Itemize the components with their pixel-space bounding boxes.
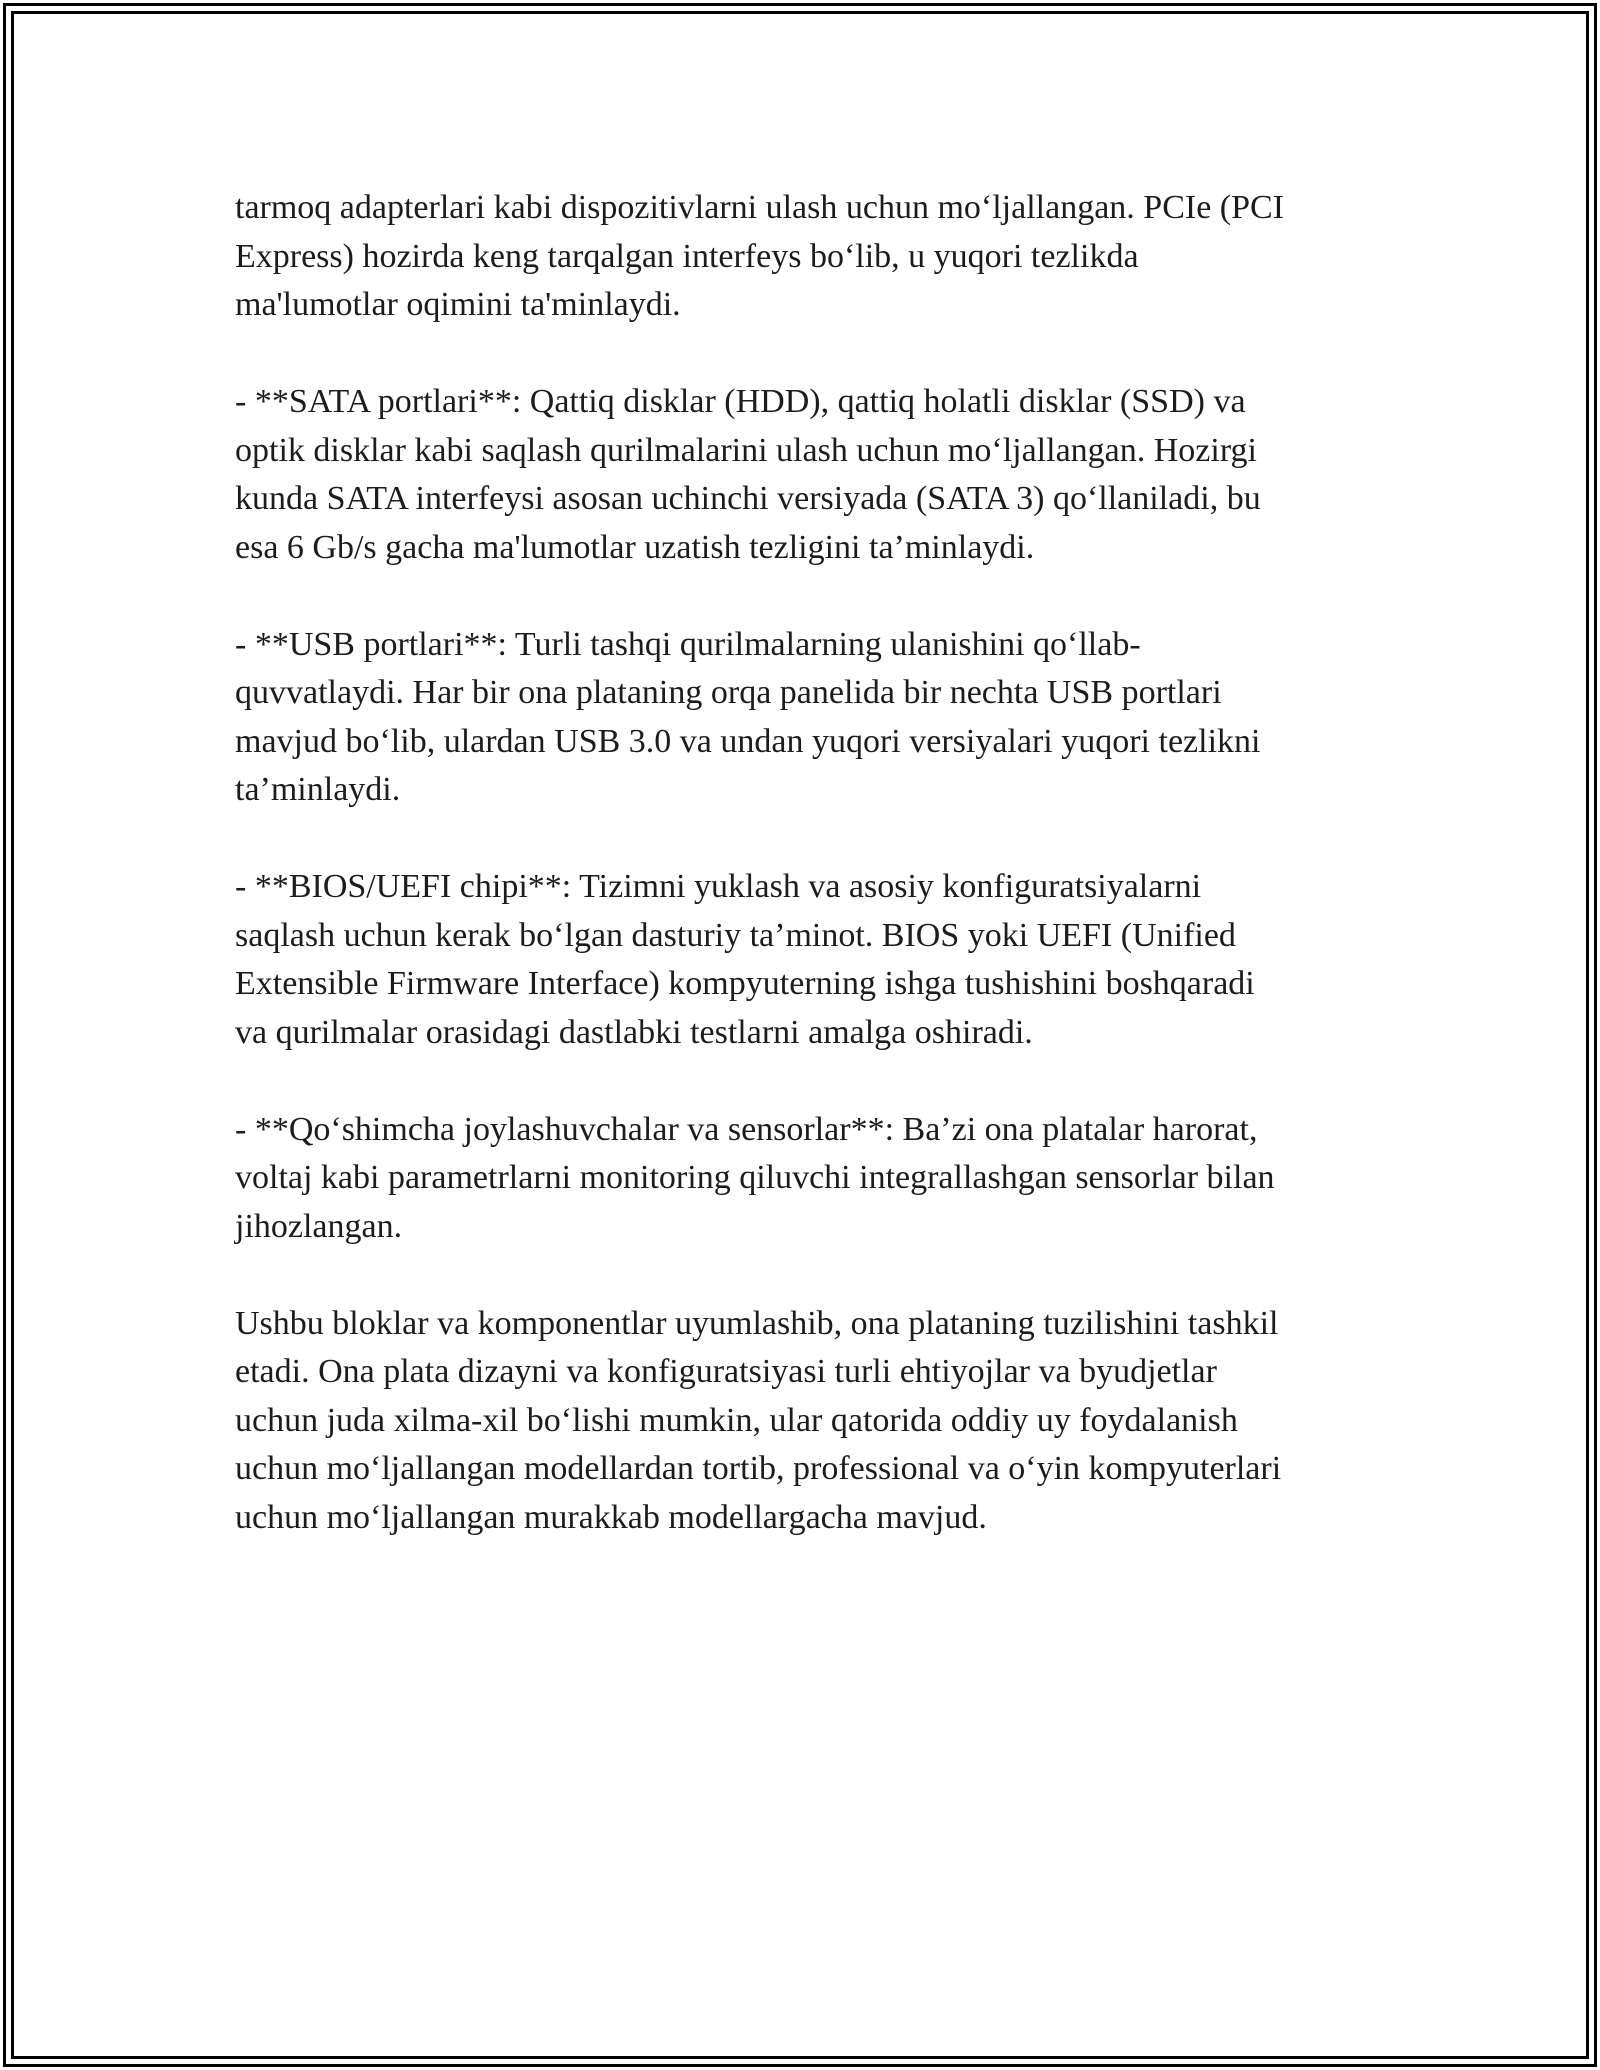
paragraph-sata-ports: - **SATA portlari**: Qattiq disklar (HDD), qattiq holatli disklar (SSD) va optik disklar kabi saqlash qurilmalarini ulash uchun mo‘ljallangan. Hozirgi kunda SATA interfeysi asosan uchinchi versiyada (SATA 3) qo‘llaniladi, bu esa 6 Gb/s gacha ma'lumotlar uzatish tezligini ta’minlaydi. [235,383,1261,566]
paragraph-bios-uefi: - **BIOS/UEFI chipi**: Tizimni yuklash va asosiy konfiguratsiyalarni saqlash uchun kerak bo‘lgan dasturiy ta’minot. BIOS yoki UEFI (Unified Extensible Firmware Interface) kompyuterning ishga tushishini boshqaradi va qurilmalar orasidagi dastlabki testlarni amalga oshiradi. [235,868,1255,1051]
document-body [235,184,1385,1591]
paragraph-usb-ports: - **USB portlari**: Turli tashqi qurilmalarning ulanishini qo‘llab- quvvatlaydi. Har bir ona plataning orqa panelida bir nechta USB portlari mavjud bo‘lib, ulardan USB 3.0 va undan yuqori versiyalari yuqori tezlikni ta’minlaydi. [235,625,1261,808]
paragraph-sensors: - **Qo‘shimcha joylashuvchalar va sensorlar**: Ba’zi ona platalar harorat, voltaj kabi parametrlarni monitoring qiluvchi integrallashgan sensorlar bilan jihozlangan. [235,1110,1275,1245]
paragraph-pcie: tarmoq adapterlari kabi dispozitivlarni ulash uchun mo‘ljallangan. PCIe (PCI Express) hozirda keng tarqalgan interfeys bo‘lib, u yuqori tezlikda ma'lumotlar oqimini ta'minlaydi. [235,189,1285,323]
paragraph-summary: Ushbu bloklar va komponentlar uyumlashib, ona plataning tuzilishini tashkil etadi. Ona plata dizayni va konfiguratsiyasi turli ehtiyojlar va byudjetlar uchun juda xilma-xil bo‘lishi mumkin, ular qatorida oddiy uy foydalanish uchun mo‘ljallangan modellardan tortib, professional va o‘yin kompyuterlari uchun mo‘ljallangan murakkab modellargacha mavjud. [235,1304,1282,1536]
